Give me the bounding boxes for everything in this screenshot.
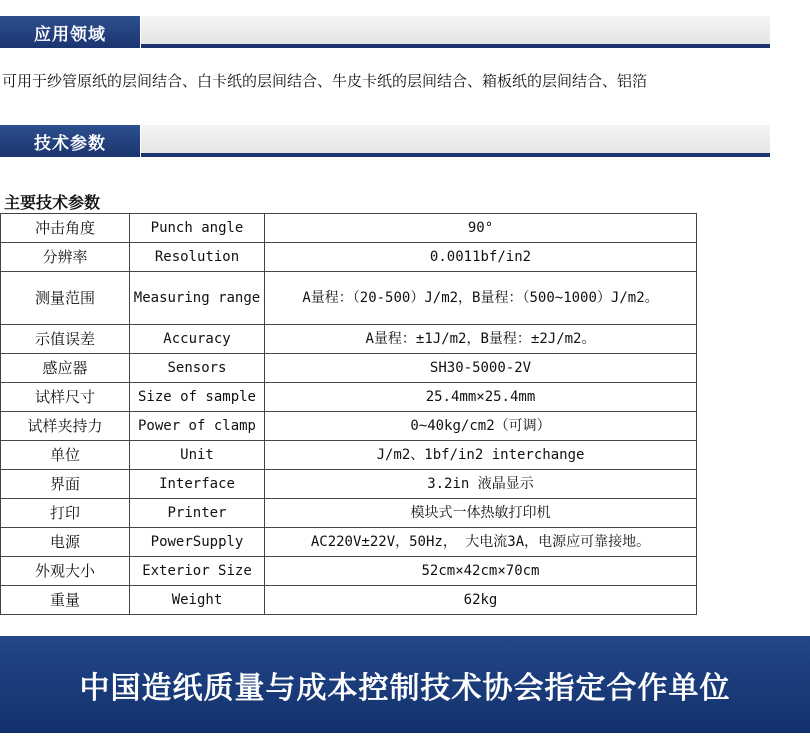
spec-value: SH30-5000-2V xyxy=(265,354,697,383)
spec-value: 0~40kg/cm2（可调） xyxy=(265,412,697,441)
spec-value: AC220V±22V，50Hz， 大电流3A，电源应可靠接地。 xyxy=(265,528,697,557)
section-header-params xyxy=(0,125,770,159)
main-params-title: 主要技术参数 xyxy=(4,193,101,212)
table-row xyxy=(1,557,697,586)
spec-name-cn: 感应器 xyxy=(1,354,130,383)
spec-value: A量程：±1J/m2，B量程：±2J/m2。 xyxy=(265,325,697,354)
spec-name-cn: 示值误差 xyxy=(1,325,130,354)
spec-name-cn: 测量范围 xyxy=(1,272,130,325)
table-row xyxy=(1,441,697,470)
spec-name-cn: 单位 xyxy=(1,441,130,470)
spec-name-en: Punch angle xyxy=(130,214,265,243)
spec-name-cn: 分辨率 xyxy=(1,243,130,272)
spec-value: 25.4mm×25.4mm xyxy=(265,383,697,412)
table-row xyxy=(1,470,697,499)
spec-table xyxy=(0,213,697,615)
spec-value: 模块式一体热敏打印机 xyxy=(265,499,697,528)
spec-value: 90° xyxy=(265,214,697,243)
spec-value: A量程：（20-500）J/m2，B量程：（500~1000）J/m2。 xyxy=(265,272,697,325)
spec-name-en: Exterior Size xyxy=(130,557,265,586)
section-header-application xyxy=(0,16,770,50)
table-row xyxy=(1,272,697,325)
spec-name-en: Sensors xyxy=(130,354,265,383)
spec-name-cn: 电源 xyxy=(1,528,130,557)
spec-name-cn: 打印 xyxy=(1,499,130,528)
spec-value: 52cm×42cm×70cm xyxy=(265,557,697,586)
spec-name-en: PowerSupply xyxy=(130,528,265,557)
spec-value: 0.0011bf/in2 xyxy=(265,243,697,272)
section-title-params: 技术参数 xyxy=(0,125,140,157)
spec-name-en: Interface xyxy=(130,470,265,499)
table-row xyxy=(1,586,697,615)
table-row xyxy=(1,528,697,557)
spec-value: 3.2in 液晶显示 xyxy=(265,470,697,499)
spec-name-cn: 冲击角度 xyxy=(1,214,130,243)
table-row xyxy=(1,214,697,243)
spec-name-en: Resolution xyxy=(130,243,265,272)
table-row xyxy=(1,499,697,528)
table-row xyxy=(1,243,697,272)
table-row xyxy=(1,325,697,354)
association-banner: 中国造纸质量与成本控制技术协会指定合作单位 xyxy=(0,636,810,733)
spec-value: J/m2、1bf/in2 interchange xyxy=(265,441,697,470)
spec-name-en: Unit xyxy=(130,441,265,470)
section-header-underline xyxy=(141,44,770,48)
spec-name-en: Power of clamp xyxy=(130,412,265,441)
section-header-fill xyxy=(141,125,770,155)
spec-name-en: Weight xyxy=(130,586,265,615)
usage-text: 可用于纱管原纸的层间结合、白卡纸的层间结合、牛皮卡纸的层间结合、箱板纸的层间结合、铝箔 xyxy=(2,72,648,90)
spec-name-cn: 界面 xyxy=(1,470,130,499)
spec-name-en: Printer xyxy=(130,499,265,528)
section-title-application: 应用领域 xyxy=(0,16,140,48)
spec-name-en: Size of sample xyxy=(130,383,265,412)
spec-value: 62kg xyxy=(265,586,697,615)
spec-name-cn: 试样尺寸 xyxy=(1,383,130,412)
table-row xyxy=(1,412,697,441)
section-header-fill xyxy=(141,16,770,46)
spec-name-cn: 试样夹持力 xyxy=(1,412,130,441)
spec-name-en: Accuracy xyxy=(130,325,265,354)
section-header-underline xyxy=(141,153,770,157)
spec-name-en: Measuring range xyxy=(130,272,265,325)
table-row xyxy=(1,354,697,383)
spec-name-cn: 外观大小 xyxy=(1,557,130,586)
table-row xyxy=(1,383,697,412)
spec-name-cn: 重量 xyxy=(1,586,130,615)
